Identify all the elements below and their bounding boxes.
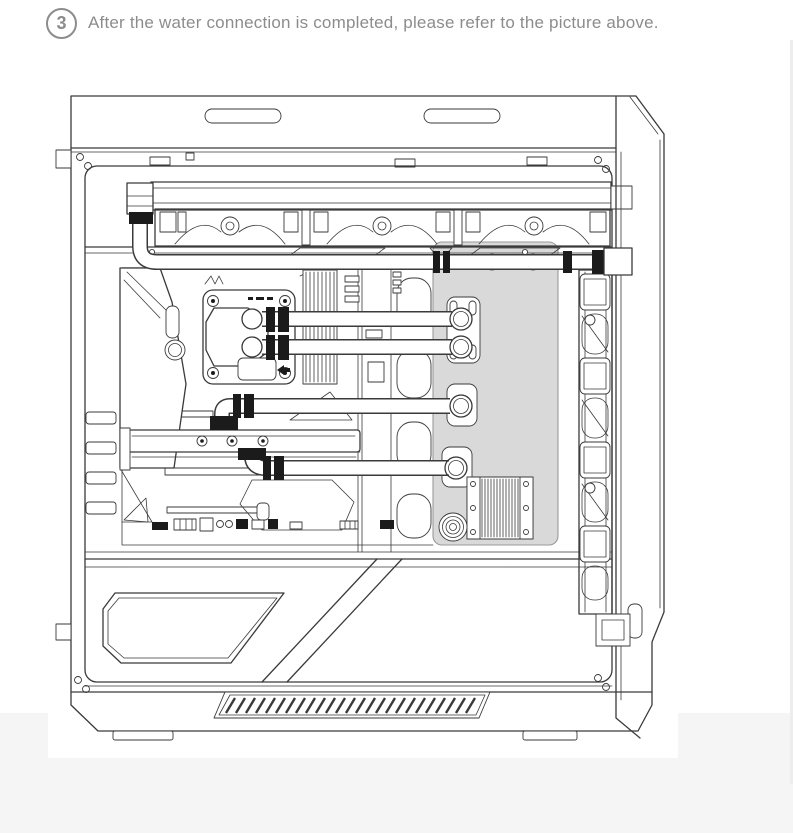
bottom-vent <box>214 692 490 718</box>
screw <box>595 675 602 682</box>
top-vent-slot <box>205 109 281 123</box>
tray-slot <box>397 494 431 538</box>
screw <box>595 157 602 164</box>
case-foot <box>523 731 577 740</box>
tray-slot <box>397 350 431 398</box>
case-foot <box>113 731 173 740</box>
pump <box>439 513 467 541</box>
case-left-tab <box>56 150 71 168</box>
gpu-outlet-fitting <box>238 448 266 460</box>
step-number: 3 <box>56 12 67 33</box>
front-bottom-block <box>596 614 630 646</box>
plate-heatsink <box>467 477 533 539</box>
gpu-inlet-fitting <box>210 416 238 430</box>
screw <box>603 684 610 691</box>
radiator-end-cap <box>611 186 632 209</box>
screw <box>75 677 82 684</box>
case-feet <box>113 731 577 740</box>
block-window <box>238 358 276 380</box>
case-left-tab <box>56 624 71 640</box>
radiator-end-tank <box>127 183 153 214</box>
radiator-fitting <box>129 212 153 224</box>
top-vent-slot <box>424 109 500 123</box>
instruction-text: After the water connection is completed, please refer to the picture above. <box>88 13 659 32</box>
front-tube-adapter <box>604 248 632 275</box>
screw <box>77 154 84 161</box>
